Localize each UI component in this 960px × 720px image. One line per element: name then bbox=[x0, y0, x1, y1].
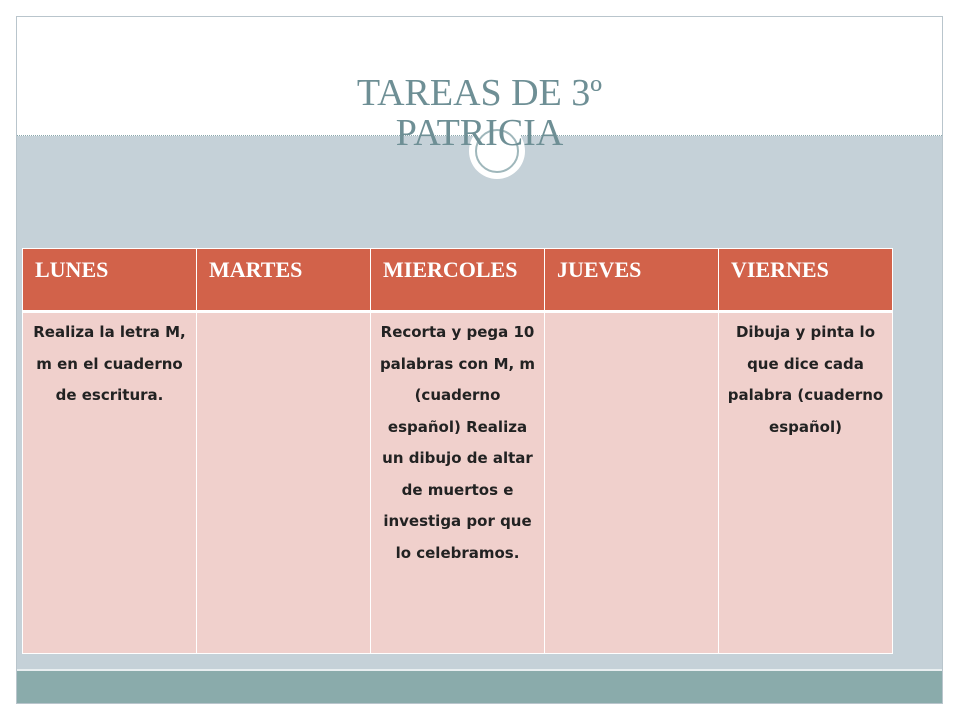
schedule-table bbox=[22, 248, 893, 654]
header-lunes: LUNES bbox=[23, 249, 197, 312]
title-line-1: TAREAS DE 3º bbox=[356, 72, 603, 114]
header-row bbox=[23, 249, 893, 312]
table-row bbox=[23, 312, 893, 654]
cell-lunes: Realiza la letra M, m en el cuaderno de escritura. bbox=[23, 312, 197, 654]
header-viernes: VIERNES bbox=[719, 249, 893, 312]
header-jueves: JUEVES bbox=[545, 249, 719, 312]
header-martes: MARTES bbox=[197, 249, 371, 312]
slide-title bbox=[17, 73, 942, 153]
header-miercoles: MIERCOLES bbox=[371, 249, 545, 312]
cell-viernes: Dibuja y pinta lo que dice cada palabra (cuaderno español) bbox=[719, 312, 893, 654]
cell-jueves bbox=[545, 312, 719, 654]
cell-martes bbox=[197, 312, 371, 654]
title-line-2: PATRICIA bbox=[395, 112, 564, 154]
bottom-band bbox=[17, 669, 942, 703]
cell-miercoles: Recorta y pega 10 palabras con M, m (cuaderno español) Realiza un dibujo de altar de muertos e investiga por que lo celebramos. bbox=[371, 312, 545, 654]
